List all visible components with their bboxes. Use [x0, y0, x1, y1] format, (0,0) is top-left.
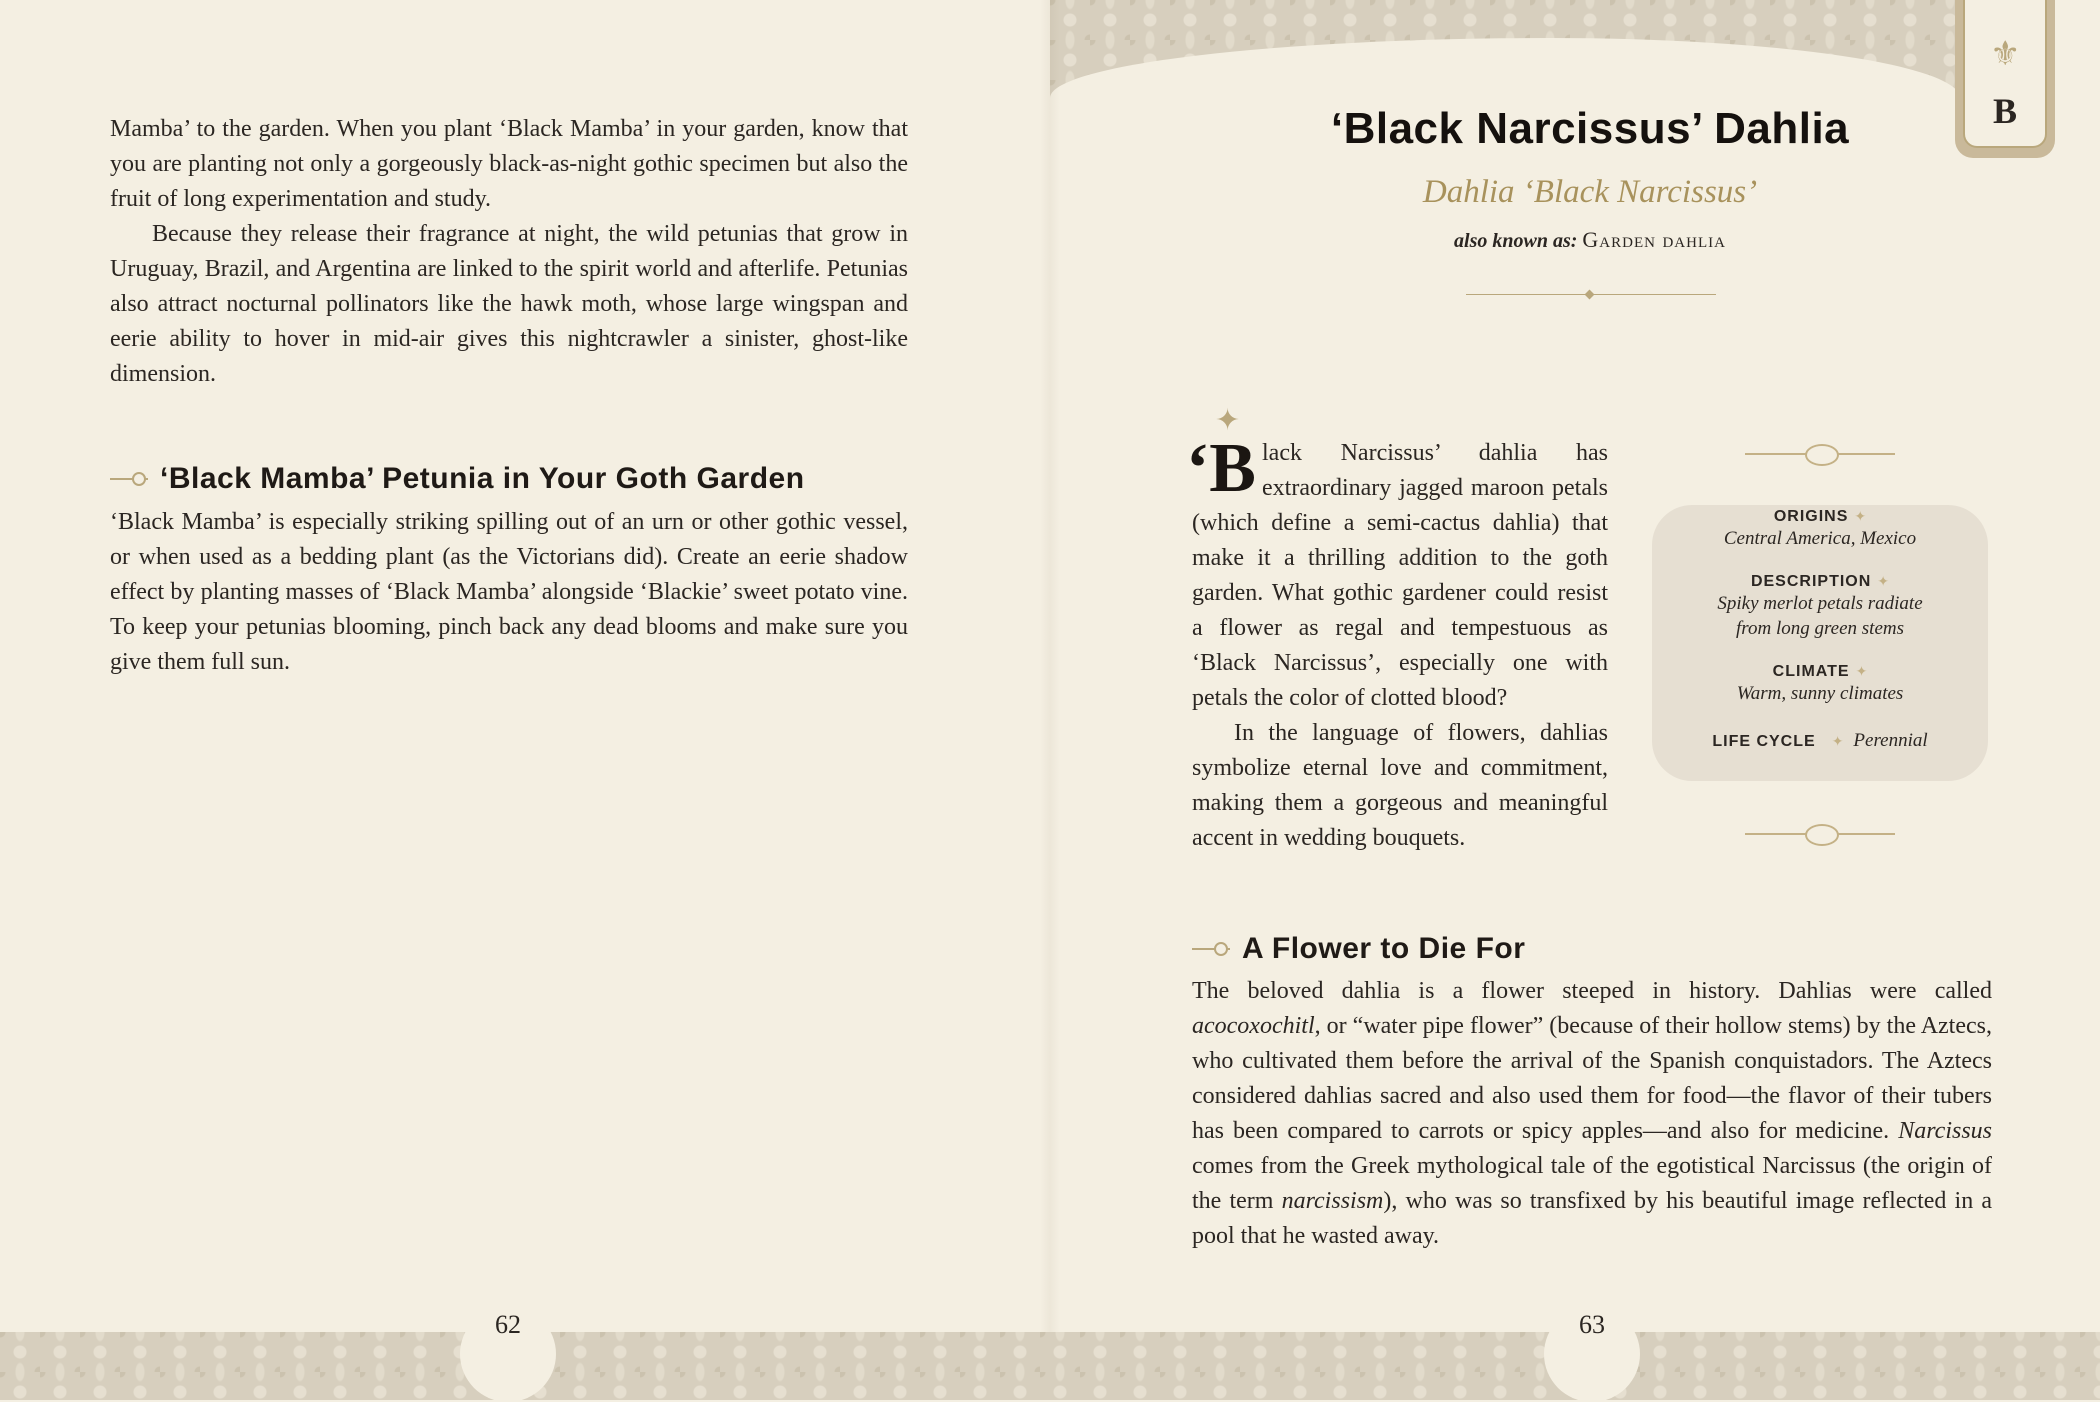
italic-term: Narcissus — [1898, 1118, 1992, 1144]
aka-value: Garden dahlia — [1582, 227, 1726, 252]
italic-term: narcissism — [1281, 1188, 1384, 1214]
left-section-body — [110, 505, 908, 680]
flourish-icon — [110, 469, 150, 489]
diamond-icon: ✦ — [1855, 665, 1868, 680]
text-run: The beloved dahlia is a flower steeped in history. Dahlias were called — [1192, 978, 1992, 1004]
bottom-damask-band — [0, 1332, 2100, 1400]
title-divider — [1466, 292, 1716, 298]
text-run: , or “water pipe flower” (because of their hollow stems) by the Aztecs, who cultivated them before the arrival of the Spanish conquistadors. The Aztecs considered dahlias sacred and also used them for food—the flavor of their tubers has been compared to carrots or spicy apples—and also for medicine. — [1192, 1013, 1992, 1144]
sparkle-icon: ✦ — [1215, 404, 1241, 437]
diamond-icon: ✦ — [1854, 510, 1867, 525]
origins-value: Central America, Mexico — [1723, 528, 1917, 549]
right-intro-text — [1186, 430, 1608, 856]
diamond-icon: ✦ — [1831, 735, 1844, 750]
right-section-paragraph — [1192, 974, 1992, 1254]
flourish-icon — [1192, 939, 1232, 959]
info-origins — [1652, 508, 1988, 551]
right-section-body — [1192, 974, 1992, 1254]
description-value-line-1: Spiky merlot petals radiate — [1717, 593, 1923, 614]
right-paragraph-1 — [1186, 430, 1608, 716]
page-number-left: 62 — [495, 1310, 521, 1339]
text-run: comes from the Greek mythological tale of the egotistical Narcissus (the origin of the term — [1192, 1153, 1992, 1214]
plant-info-items — [1652, 508, 1988, 775]
description-value-line-2: from long green stems — [1736, 618, 1904, 639]
right-paragraph-2: In the language of flowers, dahlias symbolize eternal love and commitment, making them a gorgeous and meaningful accent in wedding bouquets. — [1192, 720, 1608, 851]
entry-title-block — [1320, 104, 1860, 253]
page-number-right: 63 — [1579, 1310, 1605, 1339]
origins-label: ORIGINS — [1773, 508, 1849, 525]
info-climate — [1652, 663, 1988, 706]
text-run: ), who was so transfixed by his beautiful image reflected in a pool that he wasted away. — [1192, 1188, 1992, 1249]
info-life-cycle — [1652, 728, 1988, 753]
card-ornament-top — [1745, 444, 1895, 464]
left-paragraph-1: Mamba’ to the garden. When you plant ‘Black Mamba’ in your garden, know that you are planting not only a gorgeously black-as-night gothic specimen but also the fruit of long experimentation and study. — [110, 116, 908, 212]
description-label: DESCRIPTION — [1750, 573, 1872, 590]
chapter-letter: B — [1992, 91, 2017, 131]
climate-value: Warm, sunny climates — [1736, 683, 1904, 704]
lifecycle-label: LIFE CYCLE — [1712, 733, 1816, 750]
lifecycle-value: Perennial — [1853, 730, 1928, 751]
also-known-as — [1320, 227, 1860, 253]
right-paragraph-1-text: lack Narcissus’ dahlia has extraordinary jagged maroon petals (which define a semi-cactus dahlia) that make it a thrilling addition to the goth garden. What gothic gardener could resist a flower as regal and tempestuous as ‘Black Narcissus’, especially one with petals the color of clotted blood? — [1192, 440, 1608, 711]
climate-label: CLIMATE — [1772, 663, 1850, 680]
left-paragraph-2: Because they release their fragrance at night, the wild petunias that grow in Uruguay, Brazil, and Argentina are linked to the spirit world and afterlife. Petunias also attract nocturnal pollinators like the hawk moth, whose large wingspan and eerie ability to hover in mid-air gives this nightcrawler a sinister, ghost-like dimension. — [110, 221, 908, 387]
right-section-heading-text: A Flower to Die For — [1242, 932, 1526, 965]
diamond-icon: ✦ — [1877, 575, 1890, 590]
left-section-heading-text: ‘Black Mamba’ Petunia in Your Goth Garden — [160, 462, 805, 495]
aka-label: also known as: — [1454, 230, 1578, 252]
right-section-heading — [1192, 932, 1525, 966]
fleur-de-lis-icon: ⚜ — [1990, 36, 2021, 73]
card-ornament-bottom — [1745, 824, 1895, 844]
info-description — [1652, 573, 1988, 641]
left-section-heading — [110, 462, 805, 496]
book-gutter — [1040, 0, 1060, 1400]
left-section-paragraph: ‘Black Mamba’ is especially striking spilling out of an urn or other gothic vessel, or when used as a bedding plant (as the Victorians did). Create an eerie shadow effect by planting masses of ‘Black Mamba’ alongside ‘Blackie’ sweet potato vine. To keep your petunias blooming, pinch back any dead blooms and make sure you give them full sun. — [110, 509, 908, 675]
left-intro-text — [110, 112, 908, 392]
drop-cap: ‘B — [1186, 430, 1256, 507]
entry-title: ‘Black Narcissus’ Dahlia — [1330, 104, 1850, 153]
italic-term: acocoxochitl — [1192, 1013, 1315, 1039]
scientific-name: Dahlia ‘Black Narcissus’ — [1422, 174, 1758, 210]
